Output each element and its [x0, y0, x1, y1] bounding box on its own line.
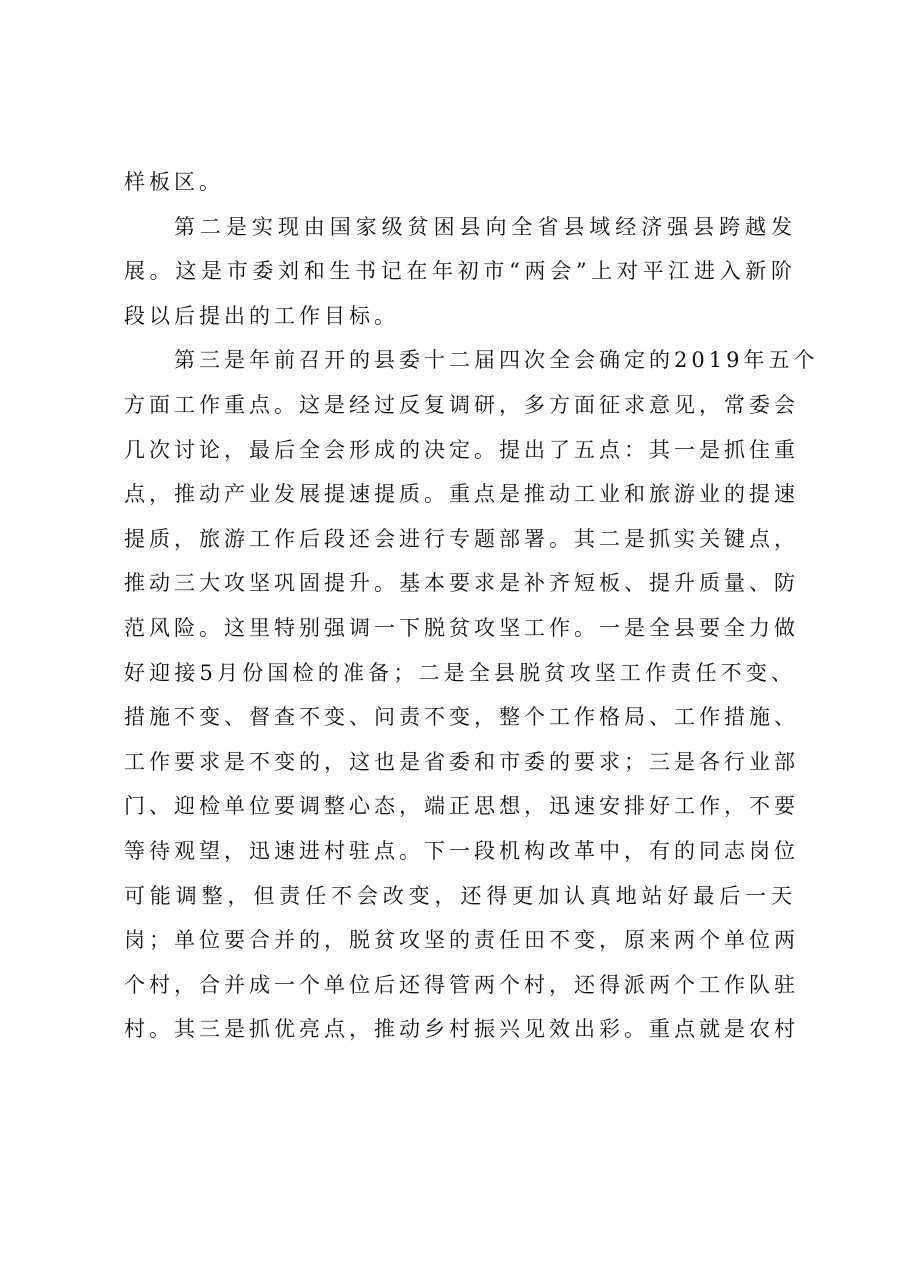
text-line: 可能调整，但责任不会改变，还得更加认真地站好最后一天 — [124, 883, 796, 908]
text-line: 岗；单位要合并的，脱贫攻坚的责任田不变，原来两个单位两 — [124, 928, 799, 953]
document-body — [124, 160, 819, 1052]
text-line: 等待观望，迅速进村驻点。下一段机构改革中，有的同志岗位 — [124, 838, 799, 863]
text-line: 提质，旅游工作后段还会进行专题部署。其二是抓实关键点， — [124, 526, 799, 551]
text-line: 方面工作重点。这是经过反复调研，多方面征求意见，常委会 — [124, 392, 799, 417]
text-line: 门、迎检单位要调整心态，端正思想，迅速安排好工作，不要 — [124, 794, 799, 819]
text-line: 段以后提出的工作目标。 — [124, 303, 399, 328]
text-line: 点，推动产业发展提速提质。重点是推动工业和旅游业的提速 — [124, 482, 799, 507]
text-line: 第三是年前召开的县委十二届四次全会确定的2019年五个 — [174, 348, 819, 373]
text-line: 措施不变、督查不变、问责不变，整个工作格局、工作措施、 — [124, 705, 799, 730]
text-line: 好迎接5月份国检的准备；二是全县脱贫攻坚工作责任不变、 — [124, 660, 796, 685]
text-line: 样板区。 — [124, 170, 224, 194]
text-line: 展。这是市委刘和生书记在年初市“两会”上对平江进入新阶 — [124, 259, 796, 284]
text-line: 几次讨论，最后全会形成的决定。提出了五点：其一是抓住重 — [124, 437, 799, 462]
text-line: 第二是实现由国家级贫困县向全省县域经济强县跨越发 — [174, 214, 796, 239]
text-line: 个村，合并成一个单位后还得管两个村，还得派两个工作队驻 — [124, 972, 799, 997]
text-line: 工作要求是不变的，这也是省委和市委的要求；三是各行业部 — [124, 749, 799, 774]
text-line: 范风险。这里特别强调一下脱贫攻坚工作。一是全县要全力做 — [124, 615, 799, 640]
text-line: 推动三大攻坚巩固提升。基本要求是补齐短板、提升质量、防 — [124, 571, 799, 596]
text-line: 村。其三是抓优亮点，推动乡村振兴见效出彩。重点就是农村 — [124, 1017, 799, 1042]
